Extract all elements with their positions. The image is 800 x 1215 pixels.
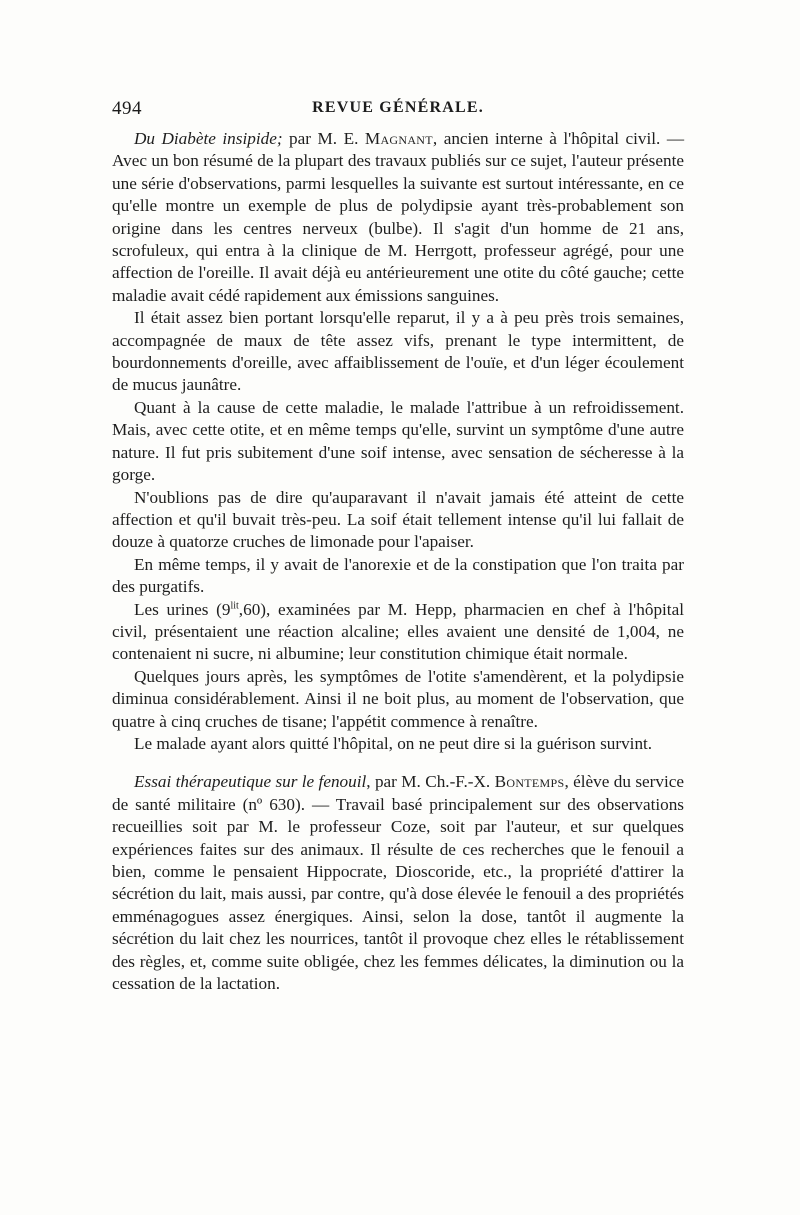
- paragraph: Quant à la cause de cette maladie, le malade l'attribue à un refroidissement. Mais, avec cette otite, et en même temps qu'elle, survint un symptôme d'une autre nature. Il fut pris subitement d'une soif intense, avec sensation de sécheresse à la gorge.: [112, 397, 684, 485]
- paragraph: Le malade ayant alors quitté l'hôpital, on ne peut dire si la guérison survint.: [134, 733, 653, 753]
- review-2-title: Essai thérapeutique sur le fenouil: [134, 772, 367, 792]
- paragraph-urines: [112, 599, 684, 666]
- running-head: [112, 98, 684, 124]
- paragraph: Quelques jours après, les symptômes de l'otite s'amendèrent, et la polydipsie diminua considérablement. Ainsi il ne boit plus, au moment de l'observation, que quatre à cinq cruches de tisane; l'appétit commence à renaître.: [112, 666, 684, 731]
- article-text: [112, 128, 684, 995]
- review-2-author: Bontemps: [494, 772, 565, 792]
- review-1-author: Magnant: [364, 129, 433, 148]
- paragraph: N'oublions pas de dire qu'auparavant il n'avait jamais été atteint de cette affection et qu'il buvait très-peu. La soif était tellement intense qu'il lui fallait de douze à quatorze cruches de limonade pour l'apaiser.: [112, 487, 684, 552]
- journal-title: REVUE GÉNÉRALE.: [312, 99, 484, 116]
- urines-text-end: ,60), examinées par M. Hepp, pharmacien en chef à l'hôpital civil, présentaient une réaction alcaline; elles avaient une densité de 1,004, ne contenaient ni sucre, ni albumine; leur constitution chimique était normale.: [112, 599, 684, 664]
- paragraph: Il était assez bien portant lorsqu'elle reparut, il y a à peu près trois semaines, accompagnée de maux de tête assez vifs, prenant le type intermittent, de bourdonnements d'oreille, avec affaiblissement de l'ouïe, et d'un léger écoulement de mucus jaunâtre.: [112, 308, 684, 395]
- urines-text-start: Les urines (9: [134, 599, 231, 619]
- review-1-intro-text: , ancien interne à l'hôpital civil. — Avec un bon résumé de la plupart des travaux publiés sur ce sujet, l'auteur présente une série d'observations, parmi lesquelles la suivante est surtout intéressante, en ce qu'elle montre un exemple de plus de polydipsie ayant très-probablement son origine dans les centres nerveux (bulbe). Il s'agit d'un homme de 21 ans, scrofuleux, qui entra à la clinique de M. Herrgott, professeur agrégé, pour une affection de l'oreille. Il avait déjà eu antérieurement une otite du côté gauche; cette maladie avait cédé rapidement aux émissions sanguines.: [112, 129, 685, 305]
- review-2: [112, 771, 684, 995]
- review-2-by: , par M. Ch.-F.-X.: [366, 772, 495, 792]
- paragraph: En même temps, il y avait de l'anorexie et de la constipation que l'on traita par des purgatifs.: [112, 554, 684, 597]
- page-number: 494: [112, 98, 142, 119]
- review-1-title: Du Diabète insipide;: [134, 129, 283, 148]
- review-2-body: , élève du service de santé militaire (nº 630). — Travail basé principalement sur des observations recueillies soit par M. le professeur Coze, soit par l'auteur, et sur quelques expériences faites sur des animaux. Il résulte de ces recherches que le fenouil a bien, comme le pensaient Hippocrate, Dioscoride, etc., la propriété d'attirer la sécrétion du lait, mais aussi, par contre, qu'à dose élevée le fenouil a des propriétés emménagogues assez énergiques. Ainsi, selon la dose, tantôt il augmente la sécrétion du lait chez les nourrices, tantôt il provoque chez elles le rétablissement des règles, et, comme suite obligée, chez les femmes délicates, la diminution ou la cessation de la lactation.: [112, 772, 684, 994]
- review-1-by: par M. E.: [282, 129, 365, 148]
- urines-unit: lit: [230, 599, 239, 611]
- review-1-intro: [112, 128, 684, 307]
